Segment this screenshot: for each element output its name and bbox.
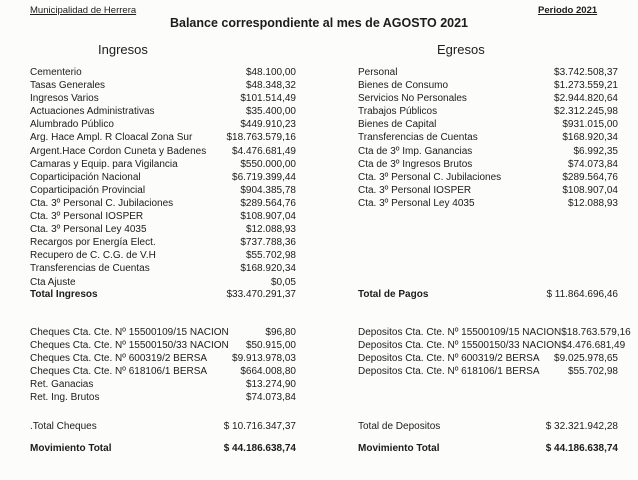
amount-value: $48.348,32 [245,80,296,92]
amount-value: $12.088,93 [245,224,296,236]
ledger-row [30,276,296,289]
ingresos-rows [30,66,296,289]
amount-value: $449.910,23 [240,119,296,131]
account-label: Cementerio [30,67,82,78]
amount-value: $18.763.579,16 [226,132,296,144]
ledger-row [30,145,296,158]
account-label: Recargos por Energía Elect. [30,237,156,249]
amount-value: $4.476.681,49 [232,145,296,157]
amount-value: $9.025.978,65 [554,353,618,365]
account-label: Cheques Cta. Cte. Nº 15500109/15 NACION [30,327,229,338]
amount-value: $48.100,00 [245,67,296,78]
account-label: Personal [358,67,398,78]
ledger-row [358,339,626,352]
total-cheques-row [30,420,296,433]
ledger-row [358,79,618,92]
total-pagos-row [358,288,618,301]
ledger-row [30,118,296,131]
account-label: Transferencias de Cuentas [358,132,478,144]
account-label: Cheques Cta. Cte. Nº 618106/1 BERSA [30,366,208,378]
account-label: Cta. 3º Personal Ley 4035 [358,197,475,209]
account-label: Servicios No Personales [358,93,467,105]
account-label: Actuaciones Administrativas [30,106,155,118]
account-label: Cta Ajuste [30,276,76,288]
amount-value: $74.073,84 [567,158,618,170]
amount-value: $55.702,98 [245,250,296,262]
ledger-row [358,66,618,79]
amount-value: $13.274,90 [245,379,296,391]
ledger-row [30,66,296,79]
account-label: Cta. 3º Personal IOSPER [30,211,144,223]
ledger-row [358,184,618,197]
account-label: Cheques Cta. Cte. Nº 15500150/33 NACION [30,340,229,352]
amount-value: $2.944.820,64 [554,93,618,105]
account-label: Bienes de Capital [358,119,437,131]
account-label: Depositos Cta. Cte. Nº 15500150/33 NACION [358,340,562,352]
account-label: Arg. Hace Ampl. R Cloacal Zona Sur [30,132,193,144]
account-label: Cta de 3º Imp. Ganancias [358,145,473,157]
ledger-row [358,158,618,171]
amount-value: $904.385,78 [240,184,296,196]
movimiento-total-label: Movimiento Total [358,443,440,454]
egresos-rows [358,66,618,210]
ledger-row [358,131,618,144]
ledger-row [358,171,618,184]
movimiento-total-row-left [30,442,296,455]
total-depositos-row [358,420,618,433]
account-label: Depositos Cta. Cte. Nº 600319/2 BERSA [358,353,540,365]
ledger-row [358,118,618,131]
total-depositos-label: Total de Depositos [358,421,441,432]
ledger-row [358,145,618,158]
ledger-row [30,262,296,275]
amount-value: $931.015,00 [562,119,618,131]
account-label: Ret. Ganacias [30,379,94,391]
account-label: Cta. 3º Personal Ley 4035 [30,224,147,236]
egresos-heading: Egresos [437,42,485,57]
cheques-rows [30,326,296,405]
movimiento-total-label: Movimiento Total [30,443,112,454]
total-cheques-label: .Total Cheques [30,421,97,432]
ledger-row [30,352,296,365]
account-label: Transferencias de Cuentas [30,263,150,275]
account-label: Cta. 3º Personal IOSPER [358,184,472,196]
amount-value: $96,80 [265,327,296,338]
ledger-row [30,158,296,171]
account-label: Cta de 3º Ingresos Brutos [358,158,473,170]
amount-value: $4.476.681,49 [561,340,626,352]
ledger-row [30,339,296,352]
account-label: Cta. 3º Personal C. Jubilaciones [30,197,174,209]
amount-value: $2.312.245,98 [554,106,618,118]
ledger-row [30,184,296,197]
amount-value: $12.088,93 [567,197,618,209]
amount-value: $6.719.399,44 [232,171,296,183]
movimiento-total-value: $ 44.186.638,74 [223,443,296,454]
account-label: Bienes de Consumo [358,80,449,92]
ledger-row [30,378,296,391]
amount-value: $664.008,80 [240,366,296,378]
organization-name: Municipalidad de Herrera [30,5,137,16]
amount-value: $9.913.978,03 [232,353,296,365]
ledger-row [30,249,296,262]
account-label: Ingresos Varios [30,93,99,105]
amount-value: $18.763.579,16 [561,327,631,338]
ledger-row [358,352,618,365]
account-label: Tasas Generales [30,80,106,92]
account-label: Depositos Cta. Cte. Nº 618106/1 BERSA [358,366,540,378]
amount-value: $0,05 [270,276,296,288]
total-depositos-value: $ 32.321.942,28 [545,421,618,432]
amount-value: $55.702,98 [567,366,618,378]
amount-value: $101.514,49 [240,93,296,105]
amount-value: $289.564,76 [240,197,296,209]
amount-value: $74.073,84 [245,392,296,404]
total-pagos-label: Total de Pagos [358,289,429,300]
total-ingresos-row [30,288,296,301]
account-label: Cheques Cta. Cte. Nº 600319/2 BERSA [30,353,208,365]
ledger-row [358,105,618,118]
movimiento-total-value: $ 44.186.638,74 [545,443,618,454]
account-label: Coparticipación Provincial [30,184,146,196]
amount-value: $1.273.559,21 [554,80,618,92]
amount-value: $168.920,34 [240,263,296,275]
amount-value: $289.564,76 [562,171,618,183]
period-label: Periodo 2021 [538,5,598,16]
amount-value: $3.742.508,37 [554,67,618,78]
document-title: Balance correspondiente al mes de AGOSTO 2021 [169,16,469,30]
account-label: Ret. Ing. Brutos [30,392,100,404]
ledger-row [30,391,296,404]
ledger-row [30,92,296,105]
account-label: Argent.Hace Cordon Cuneta y Badenes [30,145,207,157]
ledger-row [358,365,618,378]
ledger-row [358,197,618,210]
account-label: Camaras y Equip. para Vigilancia [30,158,178,170]
ledger-row [30,105,296,118]
amount-value: $168.920,34 [562,132,618,144]
ledger-row [30,365,296,378]
amount-value: $737.788,36 [240,237,296,249]
total-cheques-value: $ 10.716.347,37 [223,421,296,432]
ledger-row [30,171,296,184]
account-label: Coparticipación Nacional [30,171,141,183]
ledger-row [30,223,296,236]
amount-value: $550.000,00 [240,158,296,170]
ledger-row [30,79,296,92]
ledger-row [30,197,296,210]
account-label: Cta. 3º Personal C. Jubilaciones [358,171,502,183]
total-ingresos-value: $33.470.291,37 [226,289,296,300]
ledger-row [358,326,631,339]
account-label: Alumbrado Público [30,119,114,131]
total-ingresos-label: Total Ingresos [30,289,98,300]
ledger-row [30,236,296,249]
depositos-rows [358,326,631,378]
amount-value: $35.400,00 [245,106,296,118]
amount-value: $108.907,04 [240,211,296,223]
account-label: Depositos Cta. Cte. Nº 15500109/15 NACION [358,327,562,338]
total-pagos-value: $ 11.864.696,46 [546,289,618,300]
ledger-row [358,92,618,105]
ledger-row [30,210,296,223]
ledger-row [30,131,296,144]
movimiento-total-row-right [358,442,618,455]
account-label: Trabajos Públicos [358,106,438,118]
ingresos-heading: Ingresos [98,42,148,57]
amount-value: $6.992,35 [573,145,618,157]
ledger-row [30,326,296,339]
amount-value: $108.907,04 [562,184,618,196]
amount-value: $50.915,00 [245,340,296,352]
account-label: Recupero de C. C.G. de V.H [30,250,156,262]
